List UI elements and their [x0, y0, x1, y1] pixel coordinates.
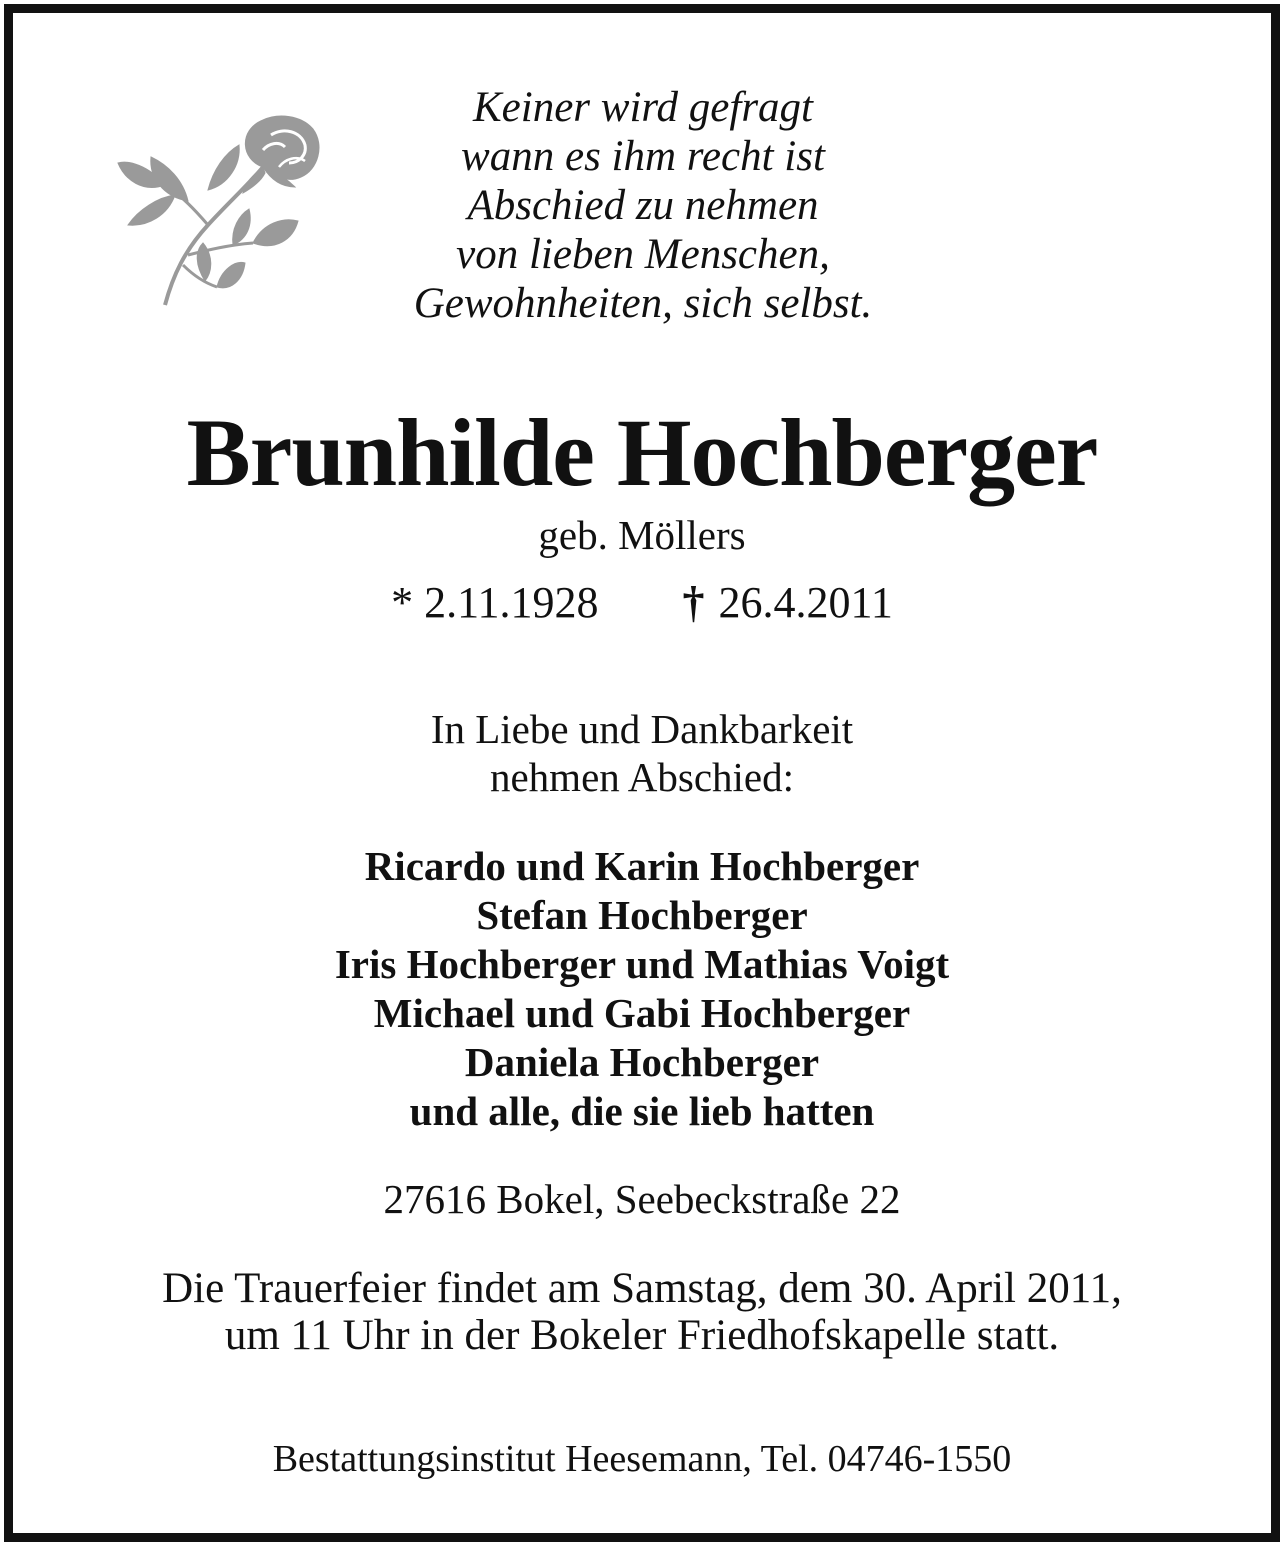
quote-line-3: Abschied zu nehmen: [467, 182, 819, 229]
funeral-home-footer: Bestattungsinstitut Heesemann, Tel. 04746-1550: [272, 1438, 1012, 1480]
mourner-line: Daniela Hochberger: [464, 1039, 820, 1085]
mourner-line: Michael und Gabi Hochberger: [373, 990, 911, 1036]
mourner-line: Stefan Hochberger: [476, 892, 808, 938]
farewell-line-2: nehmen Abschied:: [489, 754, 795, 800]
death-cross-icon: †: [682, 578, 705, 627]
deceased-name: Brunhilde Hochberger: [186, 399, 1098, 506]
mourner-line: und alle, die sie lieb hatten: [409, 1088, 875, 1134]
life-dates: [13, 579, 1271, 627]
ceremony-line-2: um 11 Uhr in der Bokeler Friedhofskapelle statt.: [224, 1312, 1060, 1359]
quote-line-2: wann es ihm recht ist: [461, 133, 825, 180]
birth-symbol: *: [391, 578, 414, 627]
quote-line-5: Gewohnheiten, sich selbst.: [413, 280, 873, 327]
birth-date: 2.11.1928: [424, 578, 599, 627]
mourner-line: Ricardo und Karin Hochberger: [364, 843, 920, 889]
quote-line-4: von lieben Menschen,: [456, 231, 830, 278]
obituary-notice: [4, 4, 1280, 1542]
address: 27616 Bokel, Seebeckstraße 22: [383, 1176, 901, 1222]
quote-line-1: Keiner wird gefragt: [472, 84, 813, 131]
maiden-name: geb. Möllers: [538, 512, 746, 558]
ceremony-line-1: Die Trauerfeier findet am Samstag, dem 30. April 2011,: [162, 1265, 1122, 1312]
farewell-line-1: In Liebe und Dankbarkeit: [430, 706, 854, 752]
mourner-line: Iris Hochberger und Mathias Voigt: [334, 941, 950, 987]
death-date: 26.4.2011: [718, 578, 893, 627]
